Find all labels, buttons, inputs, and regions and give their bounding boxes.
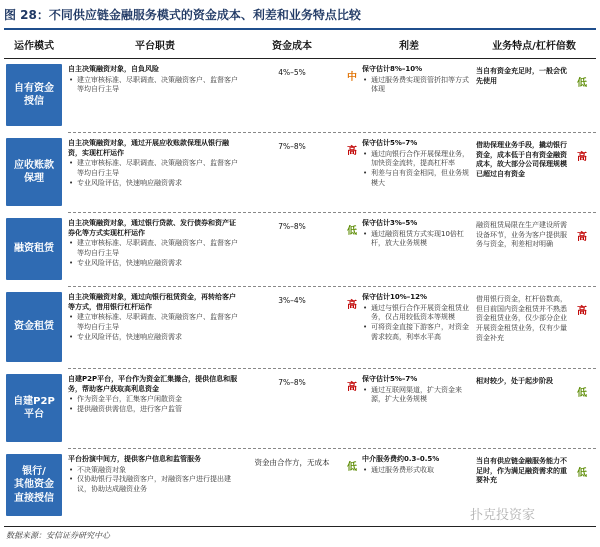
spread-level-tag: 低	[347, 462, 357, 473]
spread-item: • 通过向银行合作开展保理业务，加快资金流转，提高杠杆率	[362, 150, 474, 169]
spread-level-tag: 高	[347, 146, 357, 157]
spread-list	[362, 230, 474, 249]
mode-label: 银行/ 其他资金 直接授信	[6, 454, 62, 516]
function-item: • 建立审核标准、尽职调查、决策融资客户、监督客户等均自行主导	[68, 159, 242, 178]
spread-cell	[362, 219, 474, 249]
function-item: • 建立审核标准、尽职调查、决策融资客户、监督客户等均自行主导	[68, 76, 242, 95]
function-list	[68, 239, 242, 268]
function-item: • 建立审核标准、尽职调查、决策融资客户、监督客户等均自行主导	[68, 313, 242, 332]
row-divider	[68, 368, 596, 369]
feature-cell: 相对较少，处于起步阶段	[476, 377, 553, 385]
spread-level-tag: 中	[347, 72, 357, 83]
source-note: 数据来源：安信证券研究中心	[6, 531, 110, 540]
spread-list	[362, 150, 474, 189]
function-list	[68, 159, 242, 188]
spread-item: • 通过服务费形式收取	[362, 466, 474, 476]
function-cell	[68, 455, 242, 495]
function-item: • 建立审核标准、尽职调查、决策融资客户、监督客户等均自行主导	[68, 239, 242, 258]
spread-cell	[362, 455, 474, 475]
header-cost: 资金成本	[272, 41, 312, 52]
row-divider	[68, 132, 596, 133]
feature-cell: 借用银行资金，杠杆倍数高，但目前国内资金租赁并不熟悉资金租赁业务，仅少部分企业开展资金租赁业务，仅有少量资金补充	[476, 295, 567, 342]
spread-list	[362, 386, 474, 405]
spread-level-tag: 低	[347, 226, 357, 237]
spread-cell	[362, 65, 474, 95]
feature-cell: 当自有供应链金融服务能力不足时，作为满足融资需求的重要补充	[476, 457, 567, 485]
leverage-level: 高	[577, 306, 587, 317]
spread-list	[362, 76, 474, 95]
leverage-level: 低	[577, 388, 587, 399]
header-function: 平台职责	[135, 41, 175, 52]
function-item: • 仅协助银行寻找融资客户，对融资客户进行提出建议，协助达成融资业务	[68, 475, 242, 494]
feature-cell: 融资租赁局限在生产建设所需设备环节，业务为客户提供服务与资金，利差相对明确	[476, 221, 567, 249]
header-mode: 运作模式	[14, 41, 54, 52]
mode-label: 自有资金 授信	[6, 64, 62, 126]
function-lead: 自主决策融资对象，通过向银行租赁资金，再转给客户等方式，借用银行杠杆运作	[68, 293, 236, 311]
spread-item: • 通过融资租赁方式实现10倍杠杆，放大业务规模	[362, 230, 474, 249]
spread-list	[362, 304, 474, 343]
spread-item: • 利差与自有资金相同，但业务规模大	[362, 169, 474, 188]
function-item: • 提供融资供需信息，进行客户监管	[68, 405, 242, 415]
spread-item: • 可将资金直接下游客户，对资金需求较高，利率水平高	[362, 323, 474, 342]
header-feature: 业务特点/杠杆倍数	[492, 41, 576, 52]
spread-lead: 中介服务费约0.3–0.5%	[362, 455, 440, 463]
mode-label: 融资租赁	[6, 218, 62, 280]
cost-cell: 7%–8%	[278, 222, 306, 231]
spread-level-tag: 高	[347, 300, 357, 311]
mode-label: 资金租赁	[6, 292, 62, 362]
function-list	[68, 76, 242, 95]
function-list	[68, 313, 242, 342]
function-list	[68, 466, 242, 495]
leverage-level: 低	[577, 468, 587, 479]
spread-lead: 保守估计10%–12%	[362, 293, 428, 301]
spread-cell	[362, 293, 474, 342]
spread-level-tag: 高	[347, 382, 357, 393]
function-lead: 自主决策融资对象，自負风险	[68, 65, 159, 73]
feature-cell: 借助保理业务手段，撬动银行资金，成本低于自有资金融资成本，故大部分公司保理规模已超过自有资金	[476, 141, 567, 178]
cost-cell: 7%–8%	[278, 142, 306, 151]
function-item: • 专业风险评估，快速响应融资需求	[68, 333, 242, 343]
function-lead: 自主决策融资对象，通过银行贷款、发行债券和资产证券化等方式实现杠杆运作	[68, 219, 236, 237]
function-item: • 作为资金平台，汇集客户闲散资金	[68, 395, 242, 405]
function-item: • 专业风险评估，快速响应融资需求	[68, 259, 242, 269]
function-cell	[68, 139, 242, 188]
mode-label: 应收账款 保理	[6, 138, 62, 206]
function-lead: 自建P2P平台，平台作为资金汇集撮合，提供信息和服务，帮助客户获取高利息资金	[68, 375, 238, 393]
watermark: 扑克投资家	[470, 508, 536, 523]
row-divider	[68, 448, 596, 449]
cost-cell: 资金由合作方，无成本	[254, 458, 330, 467]
function-cell	[68, 375, 242, 415]
spread-lead: 保守估计5%–7%	[362, 139, 418, 147]
row-divider	[68, 286, 596, 287]
function-lead: 自主决策融资对象，通过开展应收账款保理从银行融资，实现杠杆运作	[68, 139, 229, 157]
function-item: • 专业风险评估，快速响应融资需求	[68, 179, 242, 189]
function-lead: 平台扮演中间方，提供客户信息和监管服务	[68, 455, 201, 463]
function-cell	[68, 65, 242, 95]
row-divider	[68, 212, 596, 213]
function-cell	[68, 219, 242, 268]
header-spread: 利差	[399, 41, 419, 52]
cost-cell: 3%–4%	[278, 296, 306, 305]
spread-list	[362, 466, 474, 476]
spread-lead: 保守估计5%–7%	[362, 375, 418, 383]
footer-divider	[4, 526, 596, 527]
leverage-level: 高	[577, 232, 587, 243]
feature-cell: 当自有资金充足时，一般会优先使用	[476, 67, 567, 85]
function-cell	[68, 293, 242, 342]
spread-item: • 通过互联网渠道，扩大资金来源，扩大业务规模	[362, 386, 474, 405]
cost-cell: 7%–8%	[278, 378, 306, 387]
spread-lead: 保守估计8%–10%	[362, 65, 423, 73]
header-divider	[4, 58, 596, 59]
spread-cell	[362, 139, 474, 188]
function-item: • 不决策融资对象	[68, 466, 242, 476]
cost-cell: 4%–5%	[278, 68, 306, 77]
mode-label: 自建P2P 平台	[6, 374, 62, 442]
page-title: 图 28：不同供应链金融服务模式的资金成本、利差和业务特点比较	[4, 4, 596, 30]
spread-item: • 通过服务费实现资管折扣等方式体现	[362, 76, 474, 95]
leverage-level: 低	[577, 78, 587, 89]
function-list	[68, 395, 242, 414]
leverage-level: 高	[577, 152, 587, 163]
spread-cell	[362, 375, 474, 405]
spread-lead: 保守估计3%–5%	[362, 219, 418, 227]
spread-item: • 通过与银行合作开展资金租赁业务，仅占用较低资本等规模	[362, 304, 474, 323]
